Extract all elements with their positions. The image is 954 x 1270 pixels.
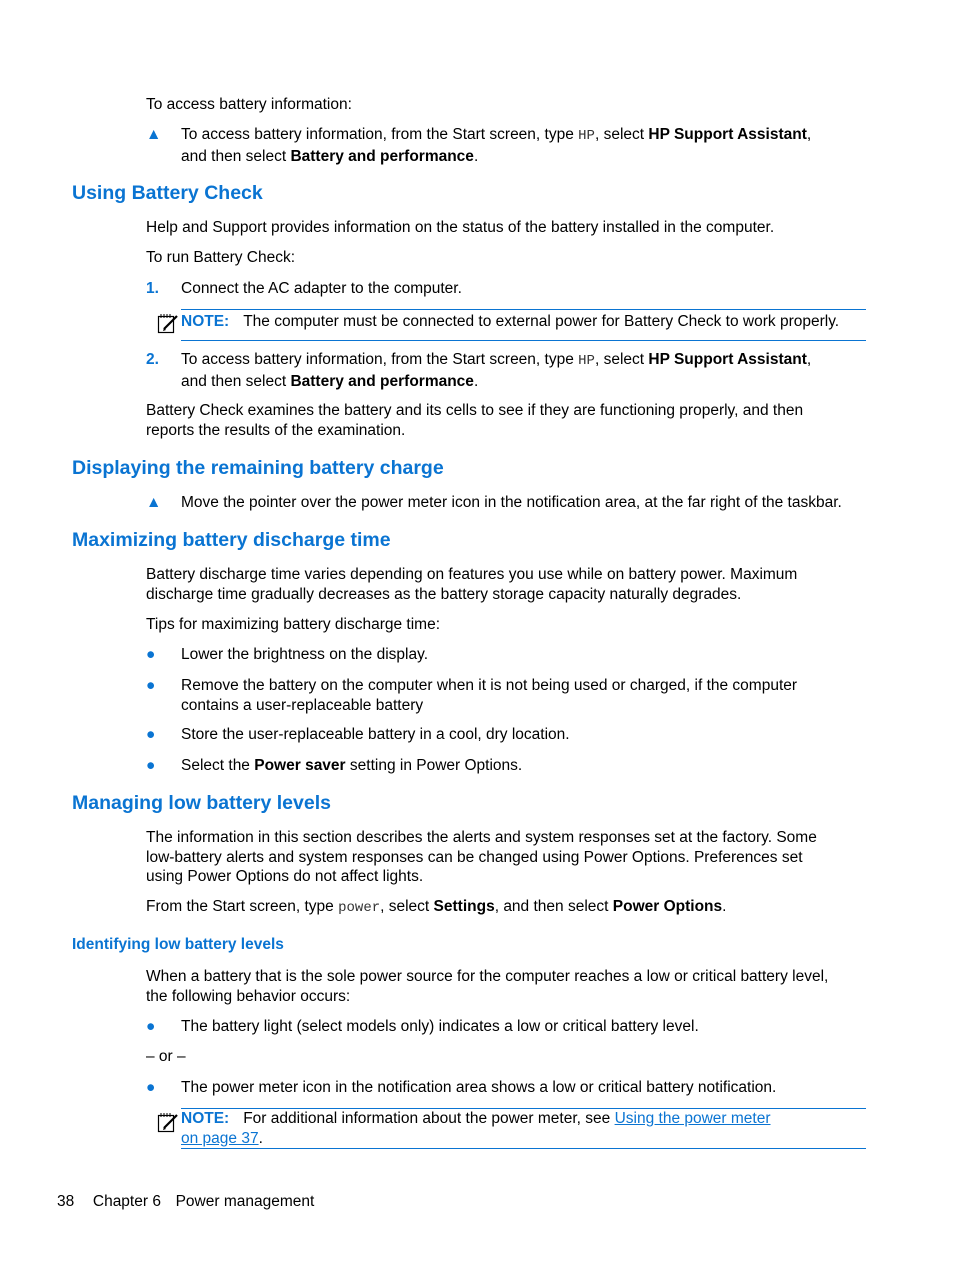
intro-lead: To access battery information:	[146, 96, 352, 113]
triangle-bullet-icon: ▲	[146, 494, 162, 511]
low-battery-p2: From the Start screen, type power, select Settings, and then select Power Options.	[146, 898, 727, 916]
tip-2: Remove the battery on the computer when it is not being used or charged, if the computer contains a user-replaceable battery	[181, 677, 798, 714]
page-footer	[57, 1192, 314, 1212]
page-number: 38	[57, 1193, 75, 1210]
maximizing-p1: Battery discharge time varies depending on features you use while on battery power. Maximum discharge time gradually decreases as the battery storage capacity naturally degrades.	[146, 566, 798, 603]
chapter-title: Power management	[175, 1193, 315, 1210]
note-text: The computer must be connected to external power for Battery Check to work properly.	[243, 313, 840, 330]
step-number-1: 1.	[146, 280, 159, 297]
heading-identifying-low-battery: Identifying low battery levels	[72, 936, 284, 953]
step-number-2: 2.	[146, 351, 159, 368]
bullet-icon: ●	[146, 726, 156, 743]
identifying-p1: When a battery that is the sole power source for the computer reaches a low or critical battery level, the following behavior occurs:	[146, 968, 829, 1005]
note-box-1	[181, 309, 866, 341]
note-box-2: NOTE: For additional information about the power meter, see Using the power meter on page 37.	[181, 1108, 866, 1149]
heading-managing-low-battery: Managing low battery levels	[72, 792, 331, 814]
battery-check-p1: Help and Support provides information on the status of the battery installed in the computer.	[146, 219, 775, 236]
chapter-label: Chapter 6	[92, 1193, 161, 1210]
code-power: power	[338, 900, 381, 916]
tip-1: Lower the brightness on the display.	[181, 646, 429, 663]
step-2-text: To access battery information, from the Start screen, type HP, select HP Support Assistant, and then select Battery and performance.	[181, 351, 812, 390]
tip-3: Store the user-replaceable battery in a cool, dry location.	[181, 726, 570, 743]
bullet-icon: ●	[146, 646, 156, 663]
power-meter-link[interactable]: Using the power meter	[614, 1110, 771, 1127]
remaining-step: Move the pointer over the power meter icon in the notification area, at the far right of the taskbar.	[181, 494, 842, 511]
battery-check-p2: To run Battery Check:	[146, 249, 296, 266]
maximizing-p2: Tips for maximizing battery discharge time:	[146, 616, 441, 633]
bullet-icon: ●	[146, 1018, 156, 1035]
step-1-text: Connect the AC adapter to the computer.	[181, 280, 462, 297]
code-hp: HP	[578, 128, 595, 144]
heading-maximizing-discharge: Maximizing battery discharge time	[72, 529, 391, 551]
intro-step: To access battery information, from the Start screen, type HP, select HP Support Assistant, and then select Battery and performance.	[181, 126, 812, 165]
bullet-icon: ●	[146, 677, 156, 694]
page-37-link[interactable]: on page 37	[181, 1129, 259, 1147]
battery-check-p3: Battery Check examines the battery and its cells to see if they are functioning properly, and then reports the results of the examination.	[146, 402, 804, 439]
note-text: For additional information about the power meter, see	[243, 1110, 615, 1127]
heading-displaying-remaining-charge: Displaying the remaining battery charge	[72, 457, 444, 479]
triangle-bullet-icon: ▲	[146, 126, 162, 143]
bullet-icon: ●	[146, 1079, 156, 1096]
identifying-item-1: The battery light (select models only) indicates a low or critical battery level.	[181, 1018, 699, 1035]
low-battery-p1: The information in this section describes the alerts and system responses set at the factory. Some low-battery alerts and system responses can be changed using Power Options. Preferences set using Power Options do not affect lights.	[146, 829, 817, 885]
note-pencil-icon	[157, 1111, 179, 1133]
note-pencil-icon	[157, 312, 179, 334]
bullet-icon: ●	[146, 757, 156, 774]
tip-4: Select the Power saver setting in Power Options.	[181, 757, 523, 774]
heading-using-battery-check: Using Battery Check	[72, 182, 263, 204]
identifying-item-2: The power meter icon in the notification area shows a low or critical battery notification.	[181, 1079, 777, 1096]
or-separator: – or –	[146, 1048, 186, 1065]
note-label: NOTE:	[181, 313, 230, 330]
note-label: NOTE:	[181, 1110, 230, 1127]
code-hp: HP	[578, 353, 595, 369]
